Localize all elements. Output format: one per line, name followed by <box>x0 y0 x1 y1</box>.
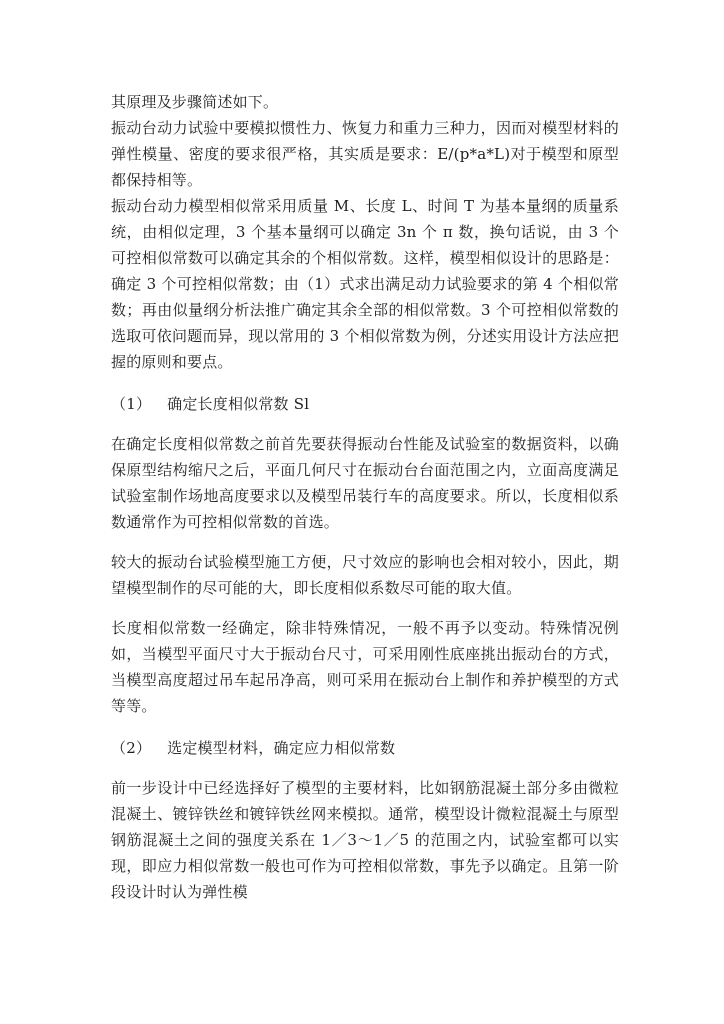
paragraph-material-stress: 前一步设计中已经选择好了模型的主要材料，比如钢筋混凝土部分多由微粒混凝土、镀锌铁丝和镀锌铁丝网来模拟。通常，模型设计微粒混凝土与原型钢筋混凝土之间的强度关系在 1／3～1／5 的范围之内，试验室都可以实现，即应力相似常数一般也可作为可控相似常数，事先予以确定。且第一阶段设计时认为弹性模 <box>111 779 619 901</box>
section-title: 确定长度相似常数 Sl <box>167 395 310 413</box>
paragraph-similarity-constants: 振动台动力模型相似常采用质量 M、长度 L、时间 T 为基本量纲的质量系统，由相似定理，3 个基本量纲可以确定 3n 个 π 数，换句话说，由 3 个可控相似常数可以确定其余的个相似常数。这样，模型相似设计的思路是：确定 3 个可控相似常数；由（1）式求出满足动力试验要求的第 4 个相似常数；再由似量纲分析法推广确定其余全部的相似常数。3 个可控相似常数的选取可依问题而异，现以常用的 3 个相似常数为例，分述实用设计方法应把握的原则和要点。 <box>111 197 619 371</box>
paragraph-special-cases: 长度相似常数一经确定，除非特殊情况，一般不再予以变动。特殊情况例如，当模型平面尺寸大于振动台尺寸，可采用刚性底座挑出振动台的方式，当模型高度超过吊车起吊净高，则可采用在振动台上制作和养护模型的方式等等。 <box>111 619 619 715</box>
document-body <box>111 89 619 905</box>
paragraph-force-simulation: 振动台动力试验中要模拟惯性力、恢复力和重力三种力，因而对模型材料的弹性模量、密度的要求很严格，其实质是要求：E/(p*a*L)对于模型和原型都保持相等。 <box>111 119 619 189</box>
intro-line: 其原理及步骤简述如下。 <box>111 93 279 111</box>
section-heading-2 <box>111 735 619 761</box>
section-number: （2） <box>111 739 152 757</box>
section-number: （1） <box>111 395 152 413</box>
paragraph-model-size: 较大的振动台试验模型施工方便，尺寸效应的影响也会相对较小，因此，期望模型制作的尽可能的大，即长度相似系数尽可能的取大值。 <box>111 553 619 597</box>
section-title: 选定模型材料，确定应力相似常数 <box>167 739 396 757</box>
section-heading-1 <box>111 391 619 417</box>
paragraph-length-constant: 在确定长度相似常数之前首先要获得振动台性能及试验室的数据资料，以确保原型结构缩尺之后，平面几何尺寸在振动台台面范围之内，立面高度满足试验室制作场地高度要求以及模型吊装行车的高度要求。所以，长度相似系数通常作为可控相似常数的首选。 <box>111 435 619 531</box>
